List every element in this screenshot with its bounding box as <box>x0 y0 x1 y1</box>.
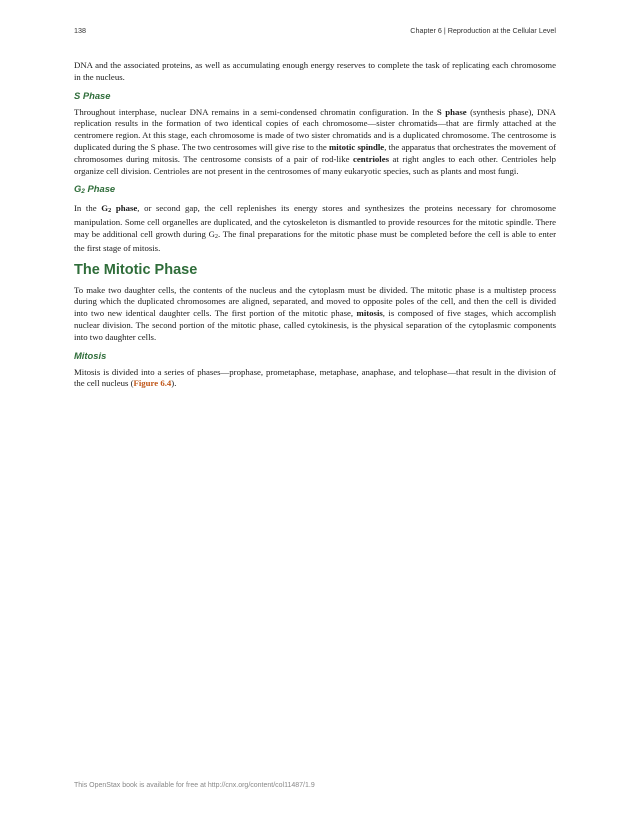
text-run: at right angles to each other. Centrioles help organize cell division. Centrioles are not present in the centrosomes of many eukaryotic species, such as plants and most fungi. <box>74 153 556 176</box>
main-content <box>74 60 556 396</box>
mitosis-paragraph <box>74 367 556 391</box>
g2-phase-paragraph <box>74 203 556 254</box>
intro-paragraph: DNA and the associated proteins, as well as accumulating enough energy reserves to complete the task of replicating each chromosome in the nucleus. <box>74 60 556 82</box>
s-phase-heading: S Phase <box>74 89 111 101</box>
term-rest: phase <box>111 203 138 214</box>
text-run: To make two daughter cells, the contents of the nucleus and the cytoplasm must be divided. The mitotic phase is a multistep process during which the duplicated chromosomes are aligned, separated, and moved to opposite poles of the cell, and then the cell is divided into two new identical daughter cells. The first portion of the mitotic phase, <box>74 284 556 319</box>
term-mitotic-spindle: mitotic spindle <box>328 141 385 152</box>
page-number: 138 <box>74 26 86 35</box>
page-footer: This OpenStax book is available for free at http://cnx.org/content/col11487/1.9 <box>74 782 315 789</box>
term-subscript: 2 <box>108 207 112 215</box>
s-phase-paragraph <box>74 107 556 178</box>
term-s-phase: S phase <box>436 106 467 117</box>
heading-subscript: 2 <box>81 188 85 196</box>
figure-link[interactable]: Figure 6.4 <box>133 378 172 389</box>
mitosis-heading: Mitosis <box>74 349 107 361</box>
heading-rest: Phase <box>84 183 116 195</box>
term-centrioles: centrioles <box>353 153 389 164</box>
text-run: ). <box>171 378 177 389</box>
term-mitosis: mitosis <box>356 308 383 319</box>
term-g2-phase <box>101 203 137 213</box>
g2-phase-heading <box>74 183 556 198</box>
text-run: Throughout interphase, nuclear DNA remains in a semi-condensed chromatin configuration. In the <box>74 106 437 117</box>
chapter-title: Chapter 6 | Reproduction at the Cellular Level <box>410 26 556 35</box>
text-run: , or second gap, the cell replenishes its energy stores and synthesizes the proteins necessary for chromosome manipulation. Some cell organelles are duplicated, and the cytoskeleton is dismantled to provide resources for the mitotic spindle. There may be additional cell growth during G <box>74 203 556 239</box>
mitotic-phase-heading: The Mitotic Phase <box>74 261 198 278</box>
heading-g: G <box>74 183 82 195</box>
term-g: G <box>101 203 109 214</box>
mitotic-phase-paragraph <box>74 285 556 344</box>
running-header <box>74 26 556 38</box>
text-subscript: 2 <box>214 232 219 240</box>
text-run: , the apparatus that orchestrates the movement of chromosomes during mitosis. The centrosome consists of a pair of rod-like <box>74 141 556 164</box>
text-run: , is composed of five stages, which accomplish nuclear division. The second portion of the mitotic phase, called cytokinesis, is the physical separation of the cytoplasmic components into two daughter cells. <box>74 308 556 342</box>
text-run: (synthesis phase), DNA replication results in the formation of two identical copies of each chromosome—sister chromatids—that are firmly attached at the centromere region. At this stage, each chromosome is made of two sister chromatids and is a duplicated chromosome. The centrosome is duplicated during the S phase. The two centrosomes will give rise to the <box>74 106 557 152</box>
text-run: In the <box>74 203 102 214</box>
text-run: Mitosis is divided into a series of phases—prophase, prometaphase, metaphase, anaphase, and telophase—that result in the division of the cell nucleus ( <box>74 366 556 389</box>
text-run: . The final preparations for the mitotic phase must be completed before the cell is able to enter the first stage of mitosis. <box>74 228 556 253</box>
